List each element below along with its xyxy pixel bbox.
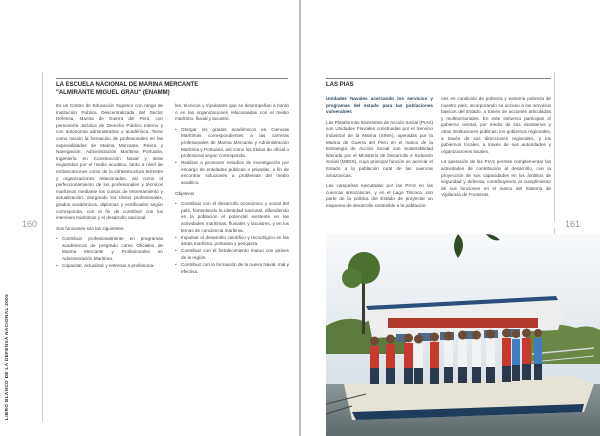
pias-description: Las Plataformas Itinerantes de Acción Social (PIAS) son Unidades Fluviales construidas por el Servicio Industrial de la Marina (SIMA), operadas por la Marina de Guerra del Perú en el marco de la Estrategia de Acción Social con Sostenibilidad liderada por el Ministerio de Desarrollo e Inclusión Social (MIDIS), cuya principal función es acercar el Estado a la población rural de las cuencas amazónicas. (326, 119, 433, 178)
pias-crew-photo (326, 234, 600, 436)
section-heading-enamm-line1: LA ESCUELA NACIONAL DE MARINA MERCANTE (56, 82, 199, 88)
section-heading-enamm (56, 81, 296, 97)
objectives-list-item: • Contribuir con el fortalecimiento mutuo con países de la región. (181, 248, 289, 261)
objectives-list-item: • Impulsar el desarrollo científico y tecnológico en las áreas marítima, portuaria y pesquera. (181, 235, 289, 248)
page-number-right: 161 (565, 219, 581, 229)
section-heading-enamm-line2: "ALMIRANTE MIGUEL GRAU" (ENAMM) (56, 90, 170, 96)
pias-campaigns: Las campañas ejecutadas por las PIAS en las cuencas amazónicas, y en el Lago Titicaca, son parte de la política del Estado de proyectar un esquema de desarrollo sostenible a la población- (326, 183, 433, 208)
objectives-list-item: • Contribuir con el desarrollo económico y social del país, fomentando la identidad nacional, difundiendo en la población el potencial existente en las actividades marítimas, fluviales y lacustres, y en los temas de conciencia marítima. (181, 201, 289, 234)
functions-list-item: • Otorgar los grados académicos en Ciencias Marítimas correspondientes a las carreras profesionales de Marina Mercante y Administración Marítima y Portuaria, así como los títulos de oficial o profesional según corresponda. (181, 127, 289, 160)
section-heading-pias: LAS PIAS (326, 82, 354, 88)
enamm-description: Es un Centro de Educación Superior con rango de Institución Pública Descentralizada del Sector Defensa, Marina de Guerra del Perú, con personería Jurídica de Derecho Público Interno y con autonomía administrativa y académica. Tiene como misión la formación de profesionales en las especialidades de Marina Mercante, Pesca y Navegación, Administración Marítima Portuaria, Ingeniería en Construcción Naval y otras requeridas por el medio acuático, tanto a nivel de embarcaciones como de la infraestructura terrestre y organizaciones relacionadas, así como el perfeccionamiento de los profesionales y técnicos marítimos mediante los cursos de entrenamiento y actualización, otorgando los títulos profesionales, grados académicos, diplomas y certificados según corresponda, con el fin de contribuir con los intereses marítimos y el desarrollo nacional. (56, 103, 163, 221)
right-margin-rule (554, 72, 555, 222)
left-margin-rule (42, 72, 43, 252)
functions-list-continued (175, 127, 289, 187)
functions-label: Sus funciones son las siguientes: (56, 225, 125, 231)
pias-participation: nes en condición de pobreza y extrema pobreza de nuestro país, incorporando su acceso a los servicios básicos del Estado, a través de acciones articuladas y multisectoriales. En este esfuerzo participan el gobierno central, por medio de sus ministerios y otras instituciones públicas; los gobiernos regionales, a través de sus direcciones regionales, y los gobiernos locales, a través de sus autoridades y organizaciones locales. (441, 96, 551, 154)
left-page (0, 0, 299, 436)
left-column-1 (56, 103, 163, 274)
functions-list-item: • Contribuir profesionalmente en programas académicos de pregrado como Oficiales de Marina Mercante y Profesionales en Administración Marítima. (62, 236, 163, 262)
pias-crew-photo-illustration (326, 234, 600, 436)
book-title-vertical (4, 255, 12, 420)
pias-subheading: Unidades Navales acercando los servicios y programas del estado para las poblaciones vulnerables (326, 96, 433, 115)
objectives-label: Objetivos (175, 190, 195, 196)
functions-continued: les, técnicos y tripulantes que se desempeñan a bordo o en las organizaciones relacionadas con el medio marítimo, fluvial y lacustre. (175, 103, 289, 122)
objectives-list-item: • Contribuir con la formación de la nueva Naval, mal y efectiva. (181, 262, 289, 275)
objectives-list (175, 201, 289, 275)
functions-list (56, 236, 163, 269)
left-margin-rule-lower (42, 232, 43, 422)
pias-operation: La operación de las PIAS permite complementar las actividades de contribución al desarrollo, con la proyección de sus capacidades en los ámbitos de seguridad y defensa, contribuyendo al cumplimiento de sus funciones en el marco del Sistema de Vigilancia de Fronteras. (441, 159, 551, 198)
heading-rule-right (326, 78, 551, 79)
functions-list-item: • Realizar o promover estudios de investigación por encargo de entidades públicas o privadas, a fin de encontrar soluciones a problemas del medio acuático. (181, 160, 289, 186)
left-column-2 (175, 103, 289, 279)
right-column-2 (441, 96, 551, 203)
heading-rule-left (56, 78, 288, 79)
book-title-vertical-text: LIBRO BLANCO DE LA DEFENSA NACIONAL 2005 (4, 293, 9, 420)
page-number-left: 160 (22, 219, 38, 229)
right-column-1 (326, 96, 433, 214)
functions-list-item: • Capacitar, actualizar y entrenar a profesiona- (62, 263, 163, 270)
